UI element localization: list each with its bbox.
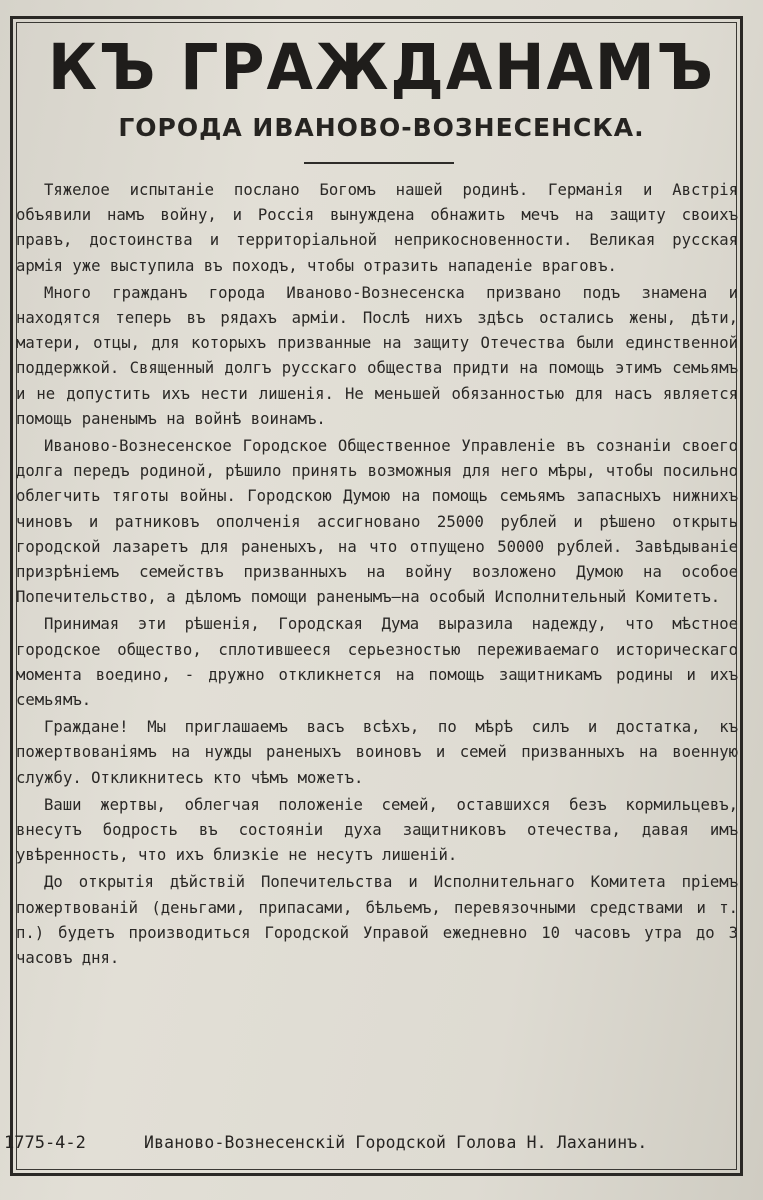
- appeal-text: [16, 178, 738, 973]
- paragraph-4: Принимая эти рѣшенія, Городская Дума выразила надежду, что мѣстное городское общество, сплотившееся серьезностью переживаемаго историческаго момента воедино, - дружно откликнется на помощь защитникамъ родины и ихъ семьямъ.: [16, 615, 738, 710]
- title-divider: [304, 162, 454, 164]
- paragraph-1: Тяжелое испытаніе послано Богомъ нашей родинѣ. Германія и Австрія объявили намъ войну, и Россія вынуждена обнажить мечъ на защиту своихъ правъ, достоинства и территоріальной неприкосновенности. Великая русская армія уже выступила въ походъ, чтобы отразить нападеніе враговъ.: [16, 181, 738, 275]
- footer: [4, 1128, 744, 1158]
- paragraph-5: Граждане! Мы приглашаемъ васъ всѣхъ, по мѣрѣ силъ и достатка, къ пожертвованіямъ на нужды раненыхъ воиновъ и семей призванныхъ на военную службу. Откликнитесь кто чѣмъ можетъ.: [16, 718, 738, 787]
- paragraph-7: До открытія дѣйствій Попечительства и Исполнительнаго Комитета пріемъ пожертвованій (деньгами, припасами, бѣльемъ, перевязочными средствами и т. п.) будетъ производиться Городской Управой ежедневно 10 часовъ утра до 3 часовъ дня.: [16, 873, 738, 968]
- paragraph-3: Иваново-Вознесенское Городское Общественное Управленіе въ сознаніи своего долга передъ родиной, рѣшило принять возможныя для него мѣры, чтобы посильно облегчить тяготы войны. Городскою Думою на помощь семьямъ запасныхъ нижнихъ чиновъ и ратниковъ ополченія ассигновано 25000 рублей и рѣшено открыть городской лазаретъ для раненыхъ, на что отпущено 50000 рублей. Завѣдываніе призрѣніемъ семействъ призванныхъ на войну возложено Думою на особое Попечительство, а дѣломъ помощи раненымъ—на особый Исполнительный Комитетъ.: [16, 437, 738, 607]
- paragraph-2: Много гражданъ города Иваново-Вознесенска призвано подъ знамена и находятся теперь въ рядахъ арміи. Послѣ нихъ здѣсь остались жены, дѣти, матери, отцы, для которыхъ призванные на защиту Отечества были единственной поддержкой. Священный долгъ русскаго общества придти на помощь этимъ семьямъ и не допустить ихъ нести лишенія. Не меньшей обязанностью для насъ является помощь раненымъ на войнѣ воинамъ.: [16, 283, 738, 428]
- paragraph-6: Ваши жертвы, облегчая положеніе семей, оставшихся безъ кормильцевъ, внесутъ бодрость въ состояніи духа защитниковъ отечества, давая имъ увѣренность, что ихъ близкіе не несутъ лишеній.: [16, 795, 738, 865]
- archive-code: 1775-4-2: [4, 1133, 86, 1153]
- page-title: КЪ ГРАЖДАНАМЪ: [48, 31, 715, 105]
- page-subtitle: ГОРОДА ИВАНОВО-ВОЗНЕСЕНСКА.: [118, 113, 645, 142]
- signature-line: Иваново-Вознесенскій Городской Голова Н. Лаханинъ.: [144, 1133, 648, 1152]
